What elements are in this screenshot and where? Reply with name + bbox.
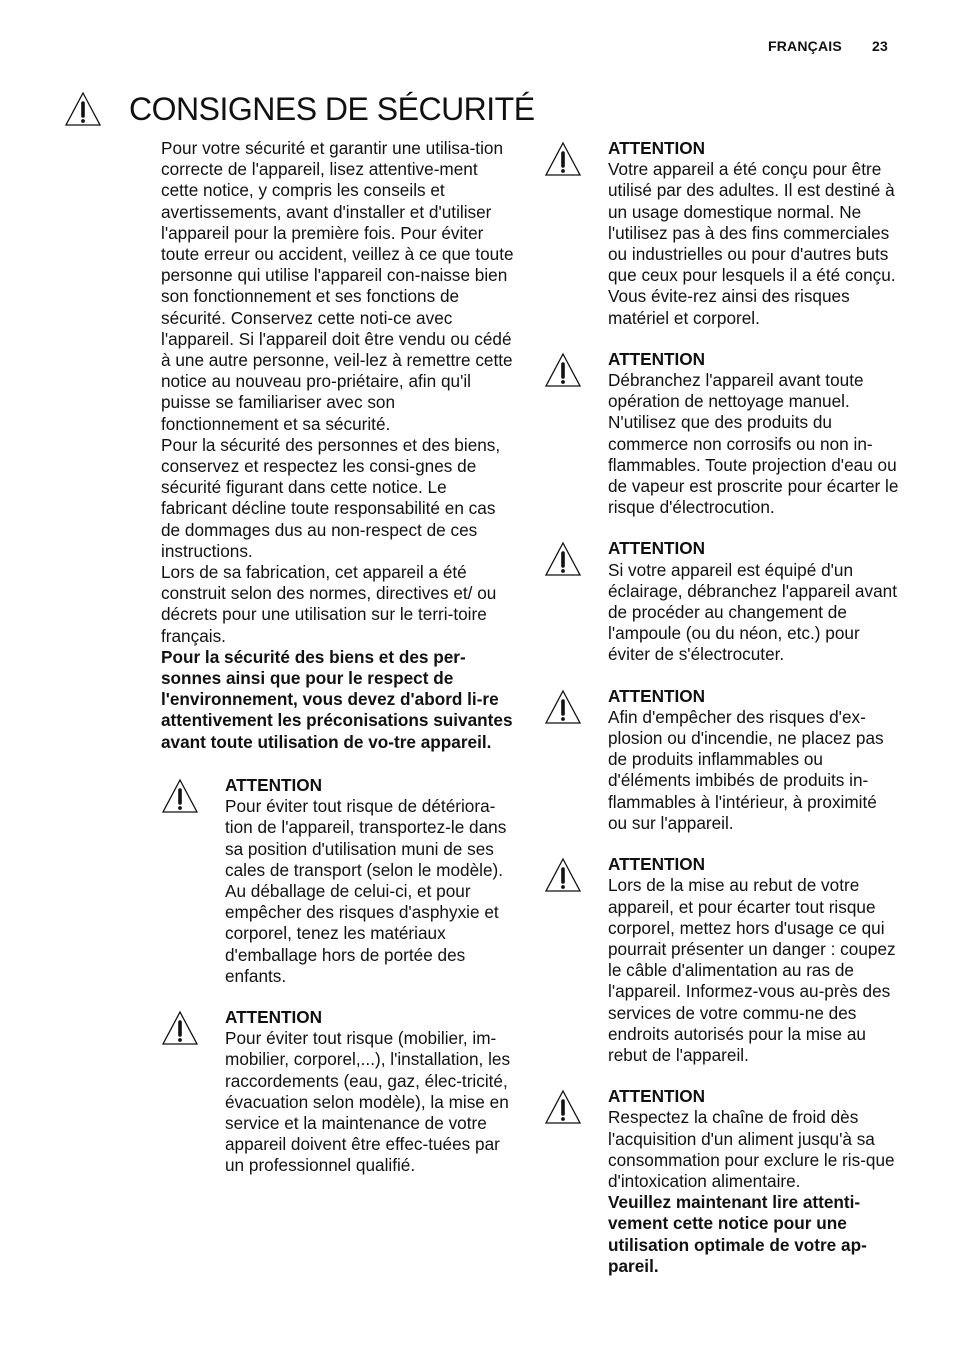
right-column bbox=[544, 138, 900, 1297]
warning-triangle-icon bbox=[161, 777, 199, 987]
warning-block bbox=[544, 538, 900, 665]
warning-block bbox=[544, 138, 900, 329]
intro-paragraph: Pour la sécurité des personnes et des biens, conservez et respectez les consi-gnes de sécurité figurant dans cette notice. Le fabricant décline toute responsabilité en cas de dommages dus au non-respect de ces instructions. bbox=[161, 434, 501, 561]
warning-heading: ATTENTION bbox=[608, 538, 706, 559]
warning-block bbox=[544, 1086, 900, 1277]
warning-text: Votre appareil a été conçu pour être utilisé par des adultes. Il est destiné à un usage domestique normal. Ne l'utilisez pas à des fins commerciales ou industrielles ou pour d'autres buts que ceux pour lesquels il a été conçu. Vous évite-rez ainsi des risques matériel et corporel. bbox=[608, 159, 896, 328]
language-label: FRANÇAIS bbox=[767, 38, 842, 54]
intro-paragraph: Lors de sa fabrication, cet appareil a été construit selon des normes, directives et/ ou décrets pour une utilisation sur le terri-toire français. bbox=[161, 562, 497, 646]
warning-block bbox=[161, 1007, 517, 1177]
warning-heading: ATTENTION bbox=[225, 774, 323, 795]
warning-heading: ATTENTION bbox=[608, 138, 706, 158]
warning-heading: ATTENTION bbox=[608, 348, 706, 369]
warning-triangle-icon bbox=[544, 688, 582, 834]
warning-text: Lors de la mise au rebut de votre appareil, et pour écarter tout risque corporel, mettez hors d'usage ce qui pourrait présenter un danger : coupez le câble d'alimentation au ras de l'appareil. Informez-vous au-près des services de votre commu-ne des endroits autorisés pour la mise au rebut de l'appareil. bbox=[608, 875, 896, 1065]
warning-text: Pour éviter tout risque (mobilier, im-mobilier, corporel,...), l'installation, les raccordements (eau, gaz, élec-tricité, évacuation selon modèle), la mise en service et la maintenance de votre appareil doivent être effec-tuées par un professionnel qualifié. bbox=[225, 1028, 511, 1176]
warning-triangle-icon bbox=[544, 351, 582, 519]
intro-paragraph: Pour votre sécurité et garantir une utilisa-tion correcte de l'appareil, lisez attentive-ment cette notice, y compris les conseils et avertissements, avant d'installer et d'utiliser l'appareil pour la première fois. Pour éviter toute erreur ou accident, veillez à ce que toute personne qui utilise l'appareil con-naisse bien son fonctionnement et ses fonctions de sécurité. Conservez cette noti-ce avec l'appareil. Si l'appareil doit être vendu ou cédé à une autre personne, veil-lez à remettre cette notice au nouveau pro-priétaire, afin qu'il puisse se familiariser avec son fonctionnement et sa sécurité. bbox=[161, 138, 514, 434]
warning-heading: ATTENTION bbox=[608, 1086, 706, 1107]
warning-block bbox=[544, 686, 900, 834]
warning-block bbox=[544, 349, 900, 519]
left-column bbox=[161, 138, 517, 1177]
warning-heading: ATTENTION bbox=[608, 685, 706, 706]
page-number: 23 bbox=[872, 38, 888, 54]
warning-triangle-icon bbox=[544, 140, 582, 329]
warning-text: Débranchez l'appareil avant toute opération de nettoyage manuel. N'utilisez que des produits du commerce non corrosifs ou non in-flammables. Toute projection d'eau ou de vapeur est proscrite pour écarter le risque d'électrocution. bbox=[608, 370, 899, 518]
warning-heading: ATTENTION bbox=[225, 1006, 323, 1027]
warning-block bbox=[161, 775, 517, 987]
warning-triangle-icon bbox=[64, 90, 102, 128]
warning-triangle-icon bbox=[161, 1009, 199, 1177]
warning-triangle-icon bbox=[544, 1088, 582, 1277]
warning-triangle-icon bbox=[544, 540, 582, 665]
warning-text: Respectez la chaîne de froid dès l'acquisition d'un aliment jusqu'à sa consommation pour exclure le ris-que d'intoxication alimentaire. bbox=[608, 1107, 895, 1191]
warning-triangle-icon bbox=[544, 856, 582, 1066]
intro-bold-paragraph: Pour la sécurité des biens et des per-sonnes ainsi que pour le respect de l'environnement, vous devez d'abord li-re attentivement les préconisations suivantes avant toute utilisation de vo-tre appareil. bbox=[161, 646, 513, 752]
warning-text: Si votre appareil est équipé d'un éclairage, débranchez l'appareil avant de procéder au changement de l'ampoule (ou du néon, etc.) pour éviter de s'électrocuter. bbox=[608, 559, 897, 665]
page-header bbox=[768, 38, 888, 54]
warning-text: Afin d'empêcher des risques d'ex-plosion ou d'incendie, ne placez pas de produits inflammables ou d'éléments imbibés de produits in-flammables à l'intérieur, à proximité ou sur l'appareil. bbox=[608, 706, 884, 833]
warning-text: Pour éviter tout risque de détériora-tion de l'appareil, transportez-le dans sa position d'utilisation muni de ses cales de transport (selon le modèle). Au déballage de celui-ci, et pour empêcher des risques d'asphyxie et corporel, tenez les matériaux d'emballage hors de portée des enfants. bbox=[225, 796, 507, 986]
warning-heading: ATTENTION bbox=[608, 854, 706, 875]
warning-block bbox=[544, 854, 900, 1066]
page-title: CONSIGNES DE SÉCURITÉ bbox=[129, 91, 535, 128]
closing-bold-text: Veuillez maintenant lire attenti-vement cette notice pour une utilisation optimale de votre ap-pareil. bbox=[608, 1192, 867, 1276]
